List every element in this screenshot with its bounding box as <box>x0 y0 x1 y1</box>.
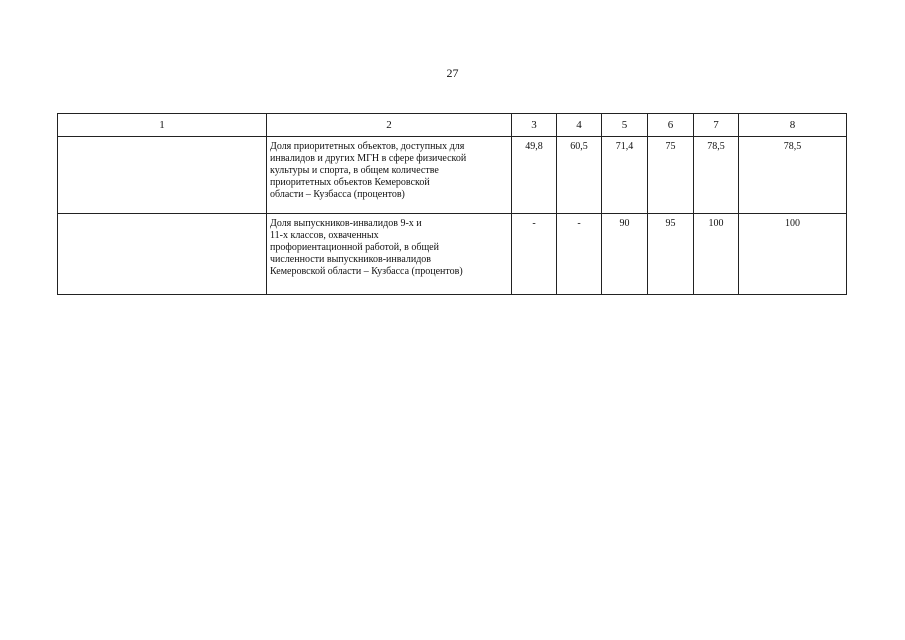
table-row <box>58 137 847 214</box>
value-cell: 75 <box>648 137 694 214</box>
table-row <box>58 214 847 295</box>
value-cell: - <box>557 214 602 295</box>
value-cell: 60,5 <box>557 137 602 214</box>
header-cell-6: 6 <box>648 114 694 137</box>
header-cell-1: 1 <box>58 114 267 137</box>
value-cell: 78,5 <box>694 137 739 214</box>
header-cell-8: 8 <box>739 114 847 137</box>
value-cell: 100 <box>694 214 739 295</box>
header-cell-2: 2 <box>267 114 512 137</box>
row-category-cell <box>58 214 267 295</box>
value-cell: 95 <box>648 214 694 295</box>
value-cell: 71,4 <box>602 137 648 214</box>
row-category-cell <box>58 137 267 214</box>
table-header-row <box>58 114 847 137</box>
header-cell-7: 7 <box>694 114 739 137</box>
value-cell: 100 <box>739 214 847 295</box>
indicators-table <box>57 113 847 295</box>
header-cell-3: 3 <box>512 114 557 137</box>
value-cell: 90 <box>602 214 648 295</box>
value-cell: 49,8 <box>512 137 557 214</box>
indicator-description: Доля приоритетных объектов, доступных для инвалидов и других МГН в сфере физической культуры и спорта, в общем количестве приоритетных объектов Кемеровской области – Кузбасса (процентов) <box>267 137 512 214</box>
indicator-description: Доля выпускников-инвалидов 9-х и 11-х классов, охваченных профориентационной работой, в общей численности выпускников-инвалидов Кемеровской области – Кузбасса (процентов) <box>267 214 512 295</box>
header-cell-4: 4 <box>557 114 602 137</box>
value-cell: 78,5 <box>739 137 847 214</box>
value-cell: - <box>512 214 557 295</box>
page-number: 27 <box>446 66 459 80</box>
header-cell-5: 5 <box>602 114 648 137</box>
